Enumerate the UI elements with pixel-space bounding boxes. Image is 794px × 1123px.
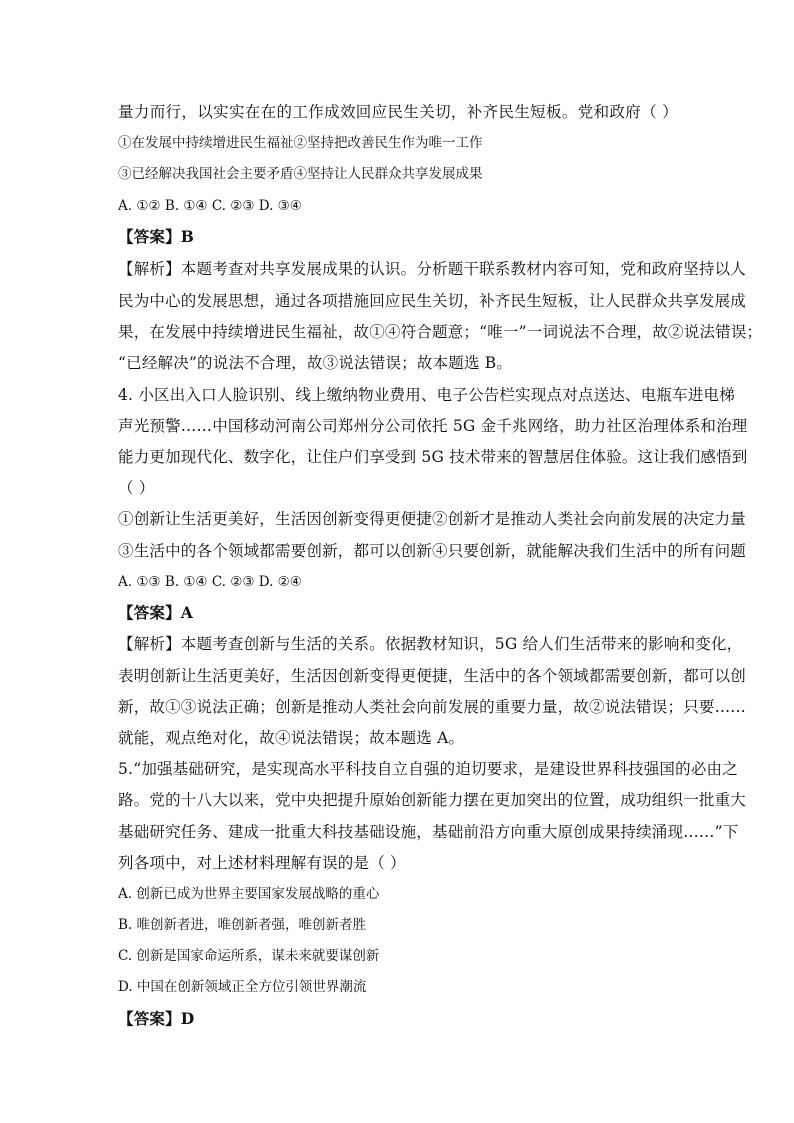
question-5-answer: 【答案】D xyxy=(118,1009,195,1028)
question-3-analysis-line-3: 果，在发展中持续增进民生福祉，故①④符合题意；“唯一”一词说法不合理，故②说法错误； xyxy=(118,323,763,341)
question-3-answer: 【答案】B xyxy=(118,227,195,246)
question-4-analysis-line-1: 【解析】本题考查创新与生活的关系。依据教材知识，5G 给人们生活带来的影响和变化， xyxy=(118,635,743,653)
question-5-stem-line-4: 列各项中，对上述材料理解有误的是（ ） xyxy=(118,854,406,872)
question-5-stem-line-2: 路。党的十八大以来，党中央把提升原始创新能力摆在更加突出的位置，成功组织一批重大 xyxy=(118,791,747,809)
question-5-stem-line-3: 基础研究任务、建成一批重大科技基础设施，基础前沿方向重大原创成果持续涌现……”下 xyxy=(118,823,739,841)
question-3-statements-1: ①在发展中持续增进民生福祉②坚持把改善民生作为唯一工作 xyxy=(118,135,483,151)
question-3-analysis-line-4: “已经解决”的说法不合理，故③说法错误；故本题选 B。 xyxy=(118,354,513,372)
question-4-stem-line-2: 声光预警……中国移动河南公司郑州分公司依托 5G 金千兆网络，助力社区治理体系和治理 xyxy=(118,417,748,435)
question-4-analysis-line-2: 表明创新让生活更美好，生活因创新变得更便捷，生活中的各个领域都需要创新，都可以创 xyxy=(118,667,747,685)
question-4-analysis-line-4: 就能，观点绝对化，故④说法错误；故本题选 A。 xyxy=(118,729,465,747)
question-5-option-c: C. 创新是国家命运所系，谋未来就要谋创新 xyxy=(118,948,380,964)
question-3-options: A. ①② B. ①④ C. ②③ D. ③④ xyxy=(118,198,302,214)
question-4-statements-1: ①创新让生活更美好，生活因创新变得更便捷②创新才是推动人类社会向前发展的决定力量 xyxy=(118,510,747,528)
question-5-stem-line-1: 5.“加强基础研究，是实现高水平科技自立自强的迫切要求，是建设世界科技强国的必由之 xyxy=(118,760,738,778)
question-4-statements-2: ③生活中的各个领域都需要创新，都可以创新④只要创新，就能解决我们生活中的所有问题 xyxy=(118,542,747,560)
question-3-analysis-line-2: 民为中心的发展思想，通过各项措施回应民生关切，补齐民生短板，让人民群众共享发展成 xyxy=(118,292,747,310)
question-5-option-d: D. 中国在创新领域正全方位引领世界潮流 xyxy=(118,979,367,995)
question-3-analysis-line-1: 【解析】本题考查对共享发展成果的认识。分析题干联系教材内容可知，党和政府坚持以人 xyxy=(118,260,747,278)
question-5-option-a: A. 创新已成为世界主要国家发展战略的重心 xyxy=(118,886,380,902)
question-3-stem-end: 量力而行，以实实在在的工作成效回应民生关切，补齐民生短板。党和政府（ ） xyxy=(118,103,678,121)
question-4-stem-line-3: 能力更加现代化、数字化，让住户们享受到 5G 技术带来的智慧居住体验。这让我们感悟到 xyxy=(118,448,748,466)
question-4-stem-parentheses: （ ） xyxy=(118,479,155,497)
question-4-options: A. ①③ B. ①④ C. ②③ D. ②④ xyxy=(118,574,302,590)
question-4-stem-line-1: 4. 小区出入口人脸识别、线上缴纳物业费用、电子公告栏实现点对点送达、电瓶车进电梯 xyxy=(118,386,735,404)
question-4-analysis-line-3: 新，故①③说法正确；创新是推动人类社会向前发展的重要力量，故②说法错误；只要…… xyxy=(118,698,747,716)
question-3-statements-2: ③已经解决我国社会主要矛盾④坚持让人民群众共享发展成果 xyxy=(118,166,483,182)
question-4-answer: 【答案】A xyxy=(118,603,194,622)
question-5-option-b: B. 唯创新者进，唯创新者强，唯创新者胜 xyxy=(118,917,367,933)
